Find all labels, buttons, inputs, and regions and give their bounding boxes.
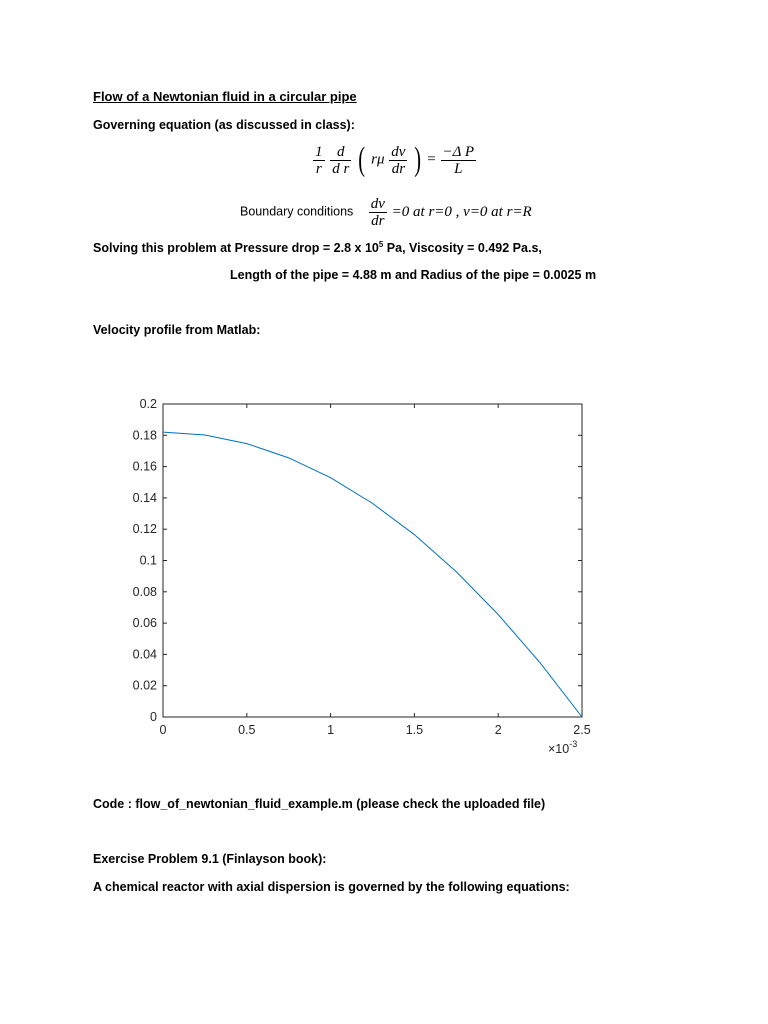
x-exponent-label: $\times 10^{-3}$ <box>548 739 578 756</box>
x-tick-label: 2.5 <box>573 723 591 737</box>
velocity-profile-chart <box>100 390 620 760</box>
governing-equation <box>312 143 477 177</box>
x-tick-label: 0.5 <box>238 723 256 737</box>
eq-neg-dp: −Δ P <box>442 143 475 160</box>
x-tick-label: 1.5 <box>405 723 424 737</box>
boundary-conditions-label: Boundary conditions <box>240 204 354 219</box>
bc-dv: dv <box>370 196 385 212</box>
x-tick-label: 0 <box>159 723 167 737</box>
bc-dr: dr <box>371 213 385 229</box>
eq-right-paren: ) <box>414 141 422 178</box>
y-tick-label: 0.18 <box>132 428 157 443</box>
x-tick-label: 2 <box>494 723 502 737</box>
eq-equals: = <box>427 151 436 168</box>
eq-dr2: dr <box>391 160 406 177</box>
eq-frac-1-over-r <box>313 144 325 177</box>
velocity-profile-label: Velocity profile from Matlab: <box>93 323 261 337</box>
solving-text-b: Pa, Viscosity = 0.492 Pa.s, <box>383 241 542 256</box>
x-tick-label: 1 <box>327 723 335 737</box>
code-reference: Code : flow_of_newtonian_fluid_example.m (please check the uploaded file) <box>93 797 546 811</box>
eq-r: r <box>315 160 322 177</box>
eq-frac-dv-over-dr <box>389 144 407 177</box>
eq-left-paren: ( <box>358 141 366 178</box>
boundary-conditions <box>240 196 532 229</box>
exercise-title: Exercise Problem 9.1 (Finlayson book): <box>93 852 327 866</box>
y-tick-label: 0.06 <box>132 616 157 631</box>
y-tick-label: 0.14 <box>132 490 157 505</box>
y-tick-label: 0.04 <box>132 647 157 662</box>
eq-l: L <box>454 160 463 177</box>
governing-equation-label: Governing equation (as discussed in class): <box>93 118 355 132</box>
eq-dv: dv <box>391 143 406 160</box>
bc-conditions: =0 at r=0 , v=0 at r=R <box>391 204 532 220</box>
solving-line-1 <box>93 240 542 255</box>
exercise-text: A chemical reactor with axial dispersion is governed by the following equations: <box>93 880 570 894</box>
y-tick-label: 0.2 <box>139 397 157 411</box>
y-tick-label: 0.12 <box>132 522 157 537</box>
y-tick-label: 0.08 <box>132 584 157 599</box>
eq-dr: d r <box>332 160 350 177</box>
bc-frac-dv-over-dr <box>369 196 387 229</box>
eq-rmu: rμ <box>371 151 385 168</box>
eq-frac-dp-over-l <box>441 144 477 177</box>
plot-area <box>163 404 582 717</box>
solving-exponent: 5 <box>378 240 384 249</box>
solving-text-a: Solving this problem at Pressure drop = 2.8 x 10 <box>93 241 379 256</box>
y-tick-label: 0 <box>150 710 157 724</box>
y-tick-label: 0.16 <box>132 459 157 474</box>
eq-frac-d-over-dr <box>330 144 351 177</box>
eq-d: d <box>330 144 351 161</box>
y-tick-label: 0.1 <box>139 553 157 568</box>
solving-line-2: Length of the pipe = 4.88 m and Radius of the pipe = 0.0025 m <box>230 268 597 282</box>
page-title: Flow of a Newtonian fluid in a circular pipe <box>93 89 357 104</box>
eq-one: 1 <box>315 143 323 160</box>
y-tick-label: 0.02 <box>132 678 157 693</box>
